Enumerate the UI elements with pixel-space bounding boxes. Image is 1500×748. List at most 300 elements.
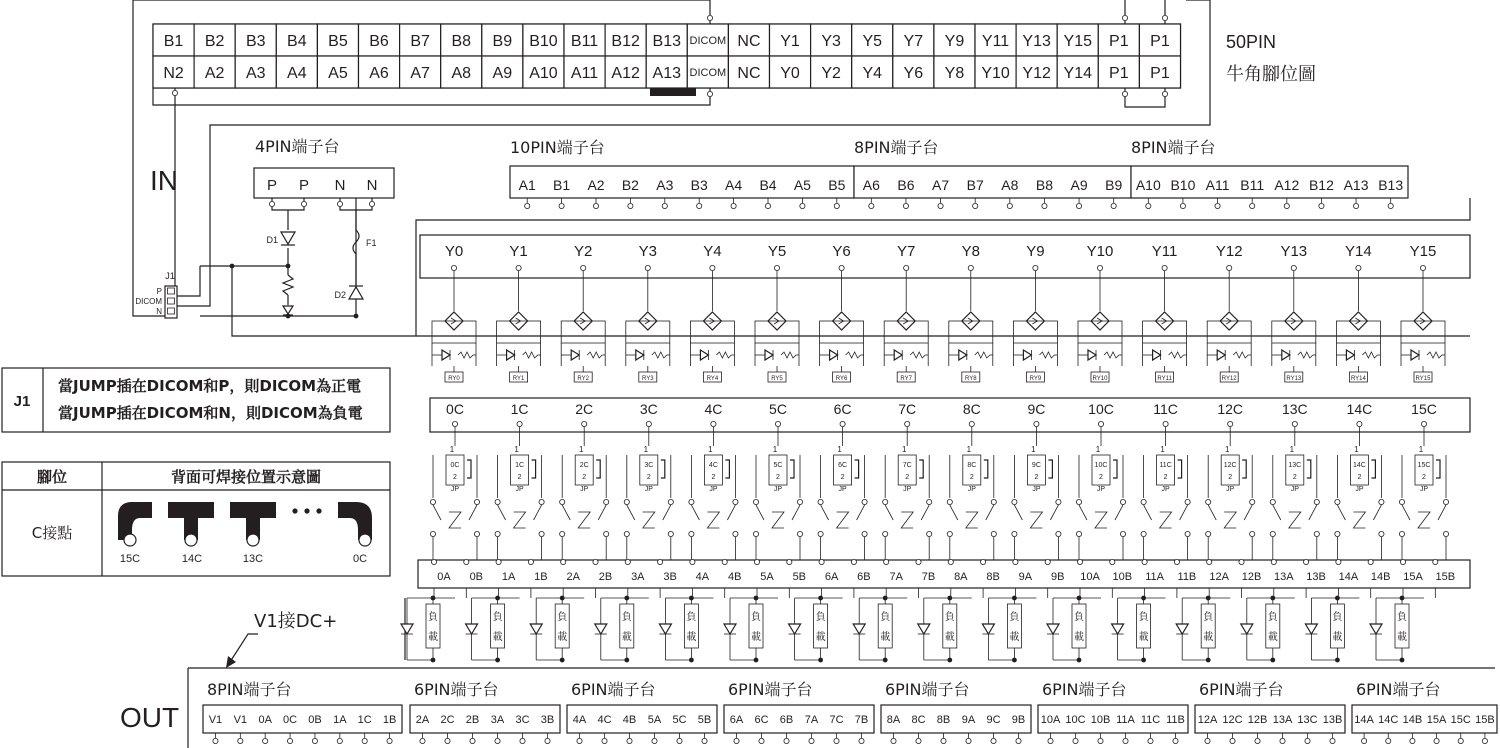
output-terminal-label: 12A bbox=[1197, 714, 1218, 726]
terminal-point bbox=[1012, 531, 1017, 536]
connector-top-pin-label: Y13 bbox=[1022, 33, 1051, 50]
terminal-point bbox=[430, 531, 435, 536]
y-output-label: Y12 bbox=[1215, 243, 1243, 260]
terminal-point bbox=[496, 559, 501, 564]
terminal-point bbox=[1230, 738, 1235, 743]
terminal-point bbox=[1239, 559, 1244, 564]
contact-label: 1B bbox=[534, 571, 548, 583]
terminal-point bbox=[1433, 559, 1438, 564]
flyback-diode bbox=[724, 624, 736, 634]
terminal-point bbox=[991, 499, 996, 504]
junction-dot bbox=[1400, 596, 1405, 601]
terminal-point bbox=[1399, 499, 1404, 504]
jumper-bracket bbox=[725, 460, 729, 478]
terminal-point bbox=[697, 203, 702, 208]
jumper-j1 bbox=[135, 271, 177, 318]
terminal-point bbox=[819, 559, 824, 564]
flyback-diode bbox=[982, 624, 994, 634]
connector-top-pin-label: B6 bbox=[369, 33, 389, 50]
indicator-led bbox=[1346, 350, 1354, 360]
jumper-pin-two: 2 bbox=[776, 474, 780, 481]
terminal-point bbox=[753, 499, 758, 504]
terminal-point bbox=[754, 559, 759, 564]
jumper-pin-one: 1 bbox=[1418, 445, 1424, 454]
junction-dot bbox=[947, 658, 952, 663]
terminal-point bbox=[474, 499, 479, 504]
terminal-point bbox=[495, 531, 500, 536]
terminal-point bbox=[948, 559, 953, 564]
output-terminal-label: 14A bbox=[1354, 714, 1374, 726]
jumper-pin-one: 1 bbox=[837, 445, 842, 454]
resistor-symbol bbox=[1233, 352, 1248, 358]
output-terminal-title: 6PIN端子台 bbox=[414, 680, 499, 699]
contact-section bbox=[418, 559, 1470, 598]
contact-label: 14B bbox=[1370, 571, 1391, 583]
terminal-point bbox=[652, 738, 657, 743]
jumper-pin-two: 2 bbox=[1292, 474, 1297, 481]
output-terminal-label: 11C bbox=[1140, 714, 1161, 726]
jumper-bracket bbox=[984, 460, 988, 478]
jumper-pin-one: 1 bbox=[578, 445, 584, 454]
input-terminal-label: A11 bbox=[1205, 177, 1230, 193]
terminal-point bbox=[238, 738, 243, 743]
input-terminal-body bbox=[854, 166, 1131, 198]
input-terminal-label: B1 bbox=[553, 177, 571, 193]
junction-dot bbox=[431, 658, 436, 663]
flyback-diode bbox=[1305, 624, 1317, 634]
jumper-jp-label: JP bbox=[773, 486, 783, 493]
solder-hole bbox=[185, 534, 197, 546]
terminal-point bbox=[753, 531, 758, 536]
resistor-symbol bbox=[975, 352, 990, 358]
load-char-2: 載 bbox=[1203, 632, 1214, 643]
jumper-jp-label: JP bbox=[515, 486, 524, 493]
terminal-point bbox=[604, 531, 609, 536]
terminal-point bbox=[539, 531, 544, 536]
y-output-label: Y13 bbox=[1280, 243, 1308, 260]
solder-col2-header: 背面可焊接位置示意圖 bbox=[170, 468, 322, 486]
output-terminal-label: 13B bbox=[1322, 714, 1343, 726]
resistor-symbol bbox=[1362, 352, 1377, 358]
terminal-point bbox=[593, 203, 598, 208]
resistor-symbol bbox=[910, 352, 925, 358]
output-terminal-title: 6PIN端子台 bbox=[1042, 680, 1127, 699]
terminal-point bbox=[1319, 203, 1324, 208]
terminal-point bbox=[312, 738, 317, 743]
resistor-symbol bbox=[1104, 352, 1119, 358]
input-terminal-label: B8 bbox=[1035, 177, 1053, 193]
common-label: 2C bbox=[575, 401, 594, 417]
terminal-point bbox=[1280, 738, 1285, 743]
connector-top-pin-label: B13 bbox=[652, 33, 681, 50]
terminal-point bbox=[1174, 559, 1179, 564]
contact-label: 8B bbox=[986, 571, 1000, 583]
output-terminal-label: 8A bbox=[886, 714, 901, 726]
relay-contact bbox=[1337, 505, 1381, 520]
terminal-point bbox=[525, 203, 530, 208]
contact-label: 2A bbox=[566, 571, 580, 583]
terminal-point bbox=[1314, 499, 1319, 504]
output-terminal-label: 13C bbox=[1297, 714, 1318, 726]
load-char-2: 載 bbox=[815, 632, 826, 643]
jumper-pin-two: 2 bbox=[646, 474, 651, 481]
load-char-2: 載 bbox=[1138, 632, 1149, 643]
contact-label: 11B bbox=[1177, 571, 1197, 583]
terminal-point bbox=[1163, 421, 1168, 426]
terminal-4pin-label: P bbox=[266, 177, 278, 194]
indicator-led bbox=[700, 350, 708, 360]
relay-coil bbox=[578, 512, 590, 528]
indicator-led bbox=[830, 350, 838, 360]
relay-label: RY7 bbox=[900, 376, 912, 382]
terminal-point bbox=[869, 203, 874, 208]
solder-hole bbox=[124, 534, 136, 546]
load-char-1: 負 bbox=[1138, 612, 1149, 623]
terminal-point bbox=[927, 499, 932, 504]
terminal-point bbox=[968, 265, 973, 270]
output-terminal-label: 6B bbox=[779, 714, 794, 726]
jumper-pin-two: 2 bbox=[1099, 474, 1103, 481]
terminal-point bbox=[1206, 531, 1211, 536]
load-channel bbox=[466, 596, 520, 663]
input-terminal-label: A3 bbox=[656, 177, 674, 193]
jumper-bracket bbox=[532, 460, 536, 478]
connector-bottom-pin-label: A9 bbox=[492, 65, 513, 82]
terminal-point bbox=[1076, 499, 1081, 504]
terminal-point bbox=[1420, 265, 1425, 270]
terminal-point bbox=[464, 559, 469, 564]
terminal-point bbox=[1458, 738, 1463, 743]
contact-label: 13B bbox=[1306, 571, 1326, 583]
connector-top-pin-label: Y7 bbox=[903, 33, 924, 50]
terminal-point bbox=[981, 559, 986, 564]
jumper-pin-one: 1 bbox=[514, 445, 519, 454]
contact-label: 4B bbox=[727, 571, 742, 583]
terminal-point bbox=[710, 265, 715, 270]
resistor-symbol bbox=[781, 352, 796, 358]
diode-d1-label: D1 bbox=[266, 235, 278, 245]
relay-label: RY10 bbox=[1092, 376, 1108, 382]
terminal-point bbox=[517, 421, 522, 426]
output-terminal-label: 0C bbox=[283, 714, 298, 726]
terminal-point bbox=[1016, 738, 1021, 743]
terminal-point bbox=[1097, 265, 1102, 270]
terminal-point bbox=[775, 421, 780, 426]
indicator-led bbox=[507, 350, 515, 360]
led-symbol bbox=[283, 306, 293, 314]
output-terminal-title: 6PIN端子台 bbox=[885, 680, 970, 699]
diode-d2-label: D2 bbox=[334, 290, 346, 300]
input-terminal-label: B10 bbox=[1170, 177, 1196, 193]
load-channel bbox=[789, 596, 843, 663]
terminal-point bbox=[1142, 559, 1147, 564]
terminal-point bbox=[1206, 499, 1211, 504]
y-output-section bbox=[420, 235, 1470, 382]
jumper-bracket bbox=[1113, 460, 1117, 478]
jumper-pin-two: 2 bbox=[1163, 474, 1168, 481]
input-terminal-label: B11 bbox=[1240, 177, 1265, 193]
terminal-point bbox=[818, 499, 823, 504]
terminal-point bbox=[1227, 265, 1232, 270]
terminal-point bbox=[1330, 738, 1335, 743]
terminal-point bbox=[528, 559, 533, 564]
relay-coil bbox=[1353, 512, 1365, 528]
output-terminal-label: 4C bbox=[597, 714, 612, 726]
output-terminal-label: 15A bbox=[1426, 714, 1447, 726]
load-channel bbox=[724, 596, 778, 663]
connector-top-pin-label: B7 bbox=[410, 33, 430, 50]
output-terminal-label: 5A bbox=[647, 714, 662, 726]
relay-coil bbox=[643, 512, 655, 528]
terminal-point bbox=[765, 203, 770, 208]
output-terminal-title: 6PIN端子台 bbox=[571, 680, 656, 699]
y-output-label: Y11 bbox=[1151, 243, 1178, 260]
input-terminal-label: B7 bbox=[966, 177, 984, 193]
terminal-point bbox=[1270, 499, 1275, 504]
junction-dot bbox=[495, 596, 500, 601]
jumper-jp-label: JP bbox=[967, 486, 976, 493]
common-section bbox=[430, 398, 1470, 572]
terminal-point bbox=[337, 201, 342, 206]
output-terminal-title: 8PIN端子台 bbox=[207, 680, 292, 699]
output-terminal-label: 7B bbox=[854, 714, 869, 726]
terminal-point bbox=[797, 531, 802, 536]
terminal-point bbox=[582, 421, 587, 426]
resistor-symbol bbox=[846, 352, 861, 358]
output-terminal-label: 11B bbox=[1166, 714, 1185, 726]
connector-bottom-pin-label: P1 bbox=[1109, 65, 1129, 82]
jumper-block-label: 10C bbox=[1094, 462, 1108, 469]
load-char-1: 負 bbox=[944, 612, 955, 623]
connector-bottom-pin-label: NC bbox=[737, 65, 761, 82]
terminal-point bbox=[645, 265, 650, 270]
solder-hole bbox=[247, 534, 259, 546]
input-terminal-title: 10PIN端子台 bbox=[510, 138, 605, 157]
input-terminal-label: A8 bbox=[1001, 177, 1019, 193]
jumper-pin-two: 2 bbox=[1034, 474, 1039, 481]
terminal-point bbox=[602, 738, 607, 743]
jumper-pin-label: DICOM bbox=[135, 297, 162, 306]
connector-top-pin-label: Y3 bbox=[821, 33, 841, 50]
terminal-point bbox=[1335, 499, 1340, 504]
terminal-point bbox=[883, 531, 888, 536]
terminal-point bbox=[1292, 421, 1297, 426]
connector-bottom-pin-label: A5 bbox=[328, 65, 348, 82]
jumper-block-label: 0C bbox=[450, 462, 460, 469]
contact-label: 9B bbox=[1050, 571, 1065, 583]
pin-subtitle: 牛角腳位圖 bbox=[1226, 64, 1316, 85]
input-terminal-label: A2 bbox=[587, 177, 605, 193]
load-char-1: 負 bbox=[1267, 612, 1278, 623]
output-terminal-label: 12C bbox=[1222, 714, 1243, 726]
connector-top-pin-label: Y1 bbox=[780, 33, 800, 50]
input-terminal-label: B5 bbox=[828, 177, 846, 193]
terminal-point bbox=[677, 738, 682, 743]
contact-label: 15A bbox=[1403, 571, 1423, 583]
junction-dot bbox=[689, 658, 694, 663]
relay-label: RY0 bbox=[448, 376, 460, 382]
indicator-led bbox=[636, 350, 644, 360]
y-output-label: Y8 bbox=[961, 243, 980, 260]
terminal-point bbox=[938, 203, 943, 208]
contact-label: 1A bbox=[501, 571, 516, 583]
output-terminal-label: 7C bbox=[829, 714, 844, 726]
input-terminal-label: A4 bbox=[725, 177, 743, 193]
terminal-point bbox=[707, 15, 712, 20]
terminal-point bbox=[1141, 531, 1146, 536]
terminal-point bbox=[1357, 421, 1362, 426]
common-label: 6C bbox=[833, 401, 852, 417]
terminal-point bbox=[1215, 203, 1220, 208]
solder-row-label: C接點 bbox=[31, 524, 73, 542]
connector-top-pin-label: NC bbox=[737, 33, 761, 50]
input-terminal-title: 8PIN端子台 bbox=[1131, 138, 1216, 157]
output-terminal-body bbox=[567, 705, 717, 733]
jumper-pin-one: 1 bbox=[966, 445, 972, 454]
solder-pad-label: 15C bbox=[119, 553, 141, 565]
ellipsis-dot bbox=[316, 508, 321, 513]
input-terminal-label: B4 bbox=[759, 177, 777, 193]
input-terminal-label: B13 bbox=[1378, 177, 1404, 193]
relay-coil bbox=[707, 512, 719, 528]
terminal-point bbox=[966, 738, 971, 743]
terminal-point bbox=[1443, 499, 1448, 504]
resistor-symbol bbox=[458, 352, 473, 358]
terminal-point bbox=[1443, 531, 1448, 536]
terminal-point bbox=[1250, 531, 1255, 536]
connector-bottom-pin-label: A6 bbox=[369, 65, 389, 82]
output-terminal-label: 4B bbox=[622, 714, 637, 726]
terminal-point bbox=[1148, 738, 1153, 743]
relay-contact bbox=[1273, 505, 1317, 520]
terminal-point bbox=[1048, 738, 1053, 743]
junction-dot bbox=[947, 596, 952, 601]
connector-bottom-pin-label: A3 bbox=[245, 65, 266, 82]
junction-dot bbox=[230, 264, 235, 269]
output-terminal-label: 11A bbox=[1116, 714, 1135, 726]
terminal-point bbox=[1162, 91, 1167, 96]
connector-bottom-pin-label: Y6 bbox=[903, 65, 924, 82]
input-terminal-label: A5 bbox=[793, 177, 811, 193]
jumper-jp-label: JP bbox=[1032, 486, 1041, 493]
jumper-pin-two: 2 bbox=[905, 474, 910, 481]
solder-pad-label: 0C bbox=[352, 553, 368, 565]
terminal-point bbox=[1056, 499, 1061, 504]
connector-top-pin-label: DICOM bbox=[689, 35, 727, 47]
terminal-point bbox=[1110, 559, 1115, 564]
jumper-bracket bbox=[596, 460, 600, 478]
ellipsis-dot bbox=[292, 508, 297, 513]
load-channel bbox=[1305, 596, 1359, 663]
jumper-pin-one: 1 bbox=[643, 445, 649, 454]
junction-dot bbox=[1012, 658, 1017, 663]
jumper-jp-label: JP bbox=[1161, 486, 1170, 493]
contact-label: 5A bbox=[760, 571, 774, 583]
common-label: 0C bbox=[446, 401, 464, 417]
connector-bottom-pin-label: A12 bbox=[611, 65, 640, 82]
jumper-block-label: 14C bbox=[1352, 462, 1366, 469]
output-terminal-label: 14B bbox=[1402, 714, 1423, 726]
terminal-point bbox=[839, 265, 844, 270]
jumper-pin-two: 2 bbox=[1228, 474, 1233, 481]
relay-coil bbox=[1030, 512, 1042, 528]
terminal-point bbox=[301, 201, 306, 206]
terminal-point bbox=[1173, 738, 1178, 743]
output-terminal-label: 10A bbox=[1040, 714, 1061, 726]
flyback-diode bbox=[1241, 624, 1253, 634]
pin-title: 50PIN bbox=[1226, 32, 1277, 52]
terminal-point bbox=[1335, 531, 1340, 536]
terminal-point bbox=[628, 203, 633, 208]
jumper-pin-two: 2 bbox=[582, 474, 587, 481]
junction-dot bbox=[1270, 658, 1275, 663]
jumper-block-label: 13C bbox=[1288, 462, 1302, 469]
terminal-point bbox=[851, 559, 856, 564]
jumper-j1-label: J1 bbox=[165, 271, 175, 281]
relay-coil bbox=[1289, 512, 1301, 528]
load-char-2: 載 bbox=[1267, 632, 1278, 643]
relay-label: RY14 bbox=[1350, 376, 1366, 382]
jumper-pin-label: P bbox=[156, 287, 162, 296]
connector-bottom-pin-label: Y2 bbox=[821, 65, 841, 82]
terminal-point bbox=[941, 738, 946, 743]
load-char-2: 載 bbox=[621, 632, 632, 643]
connector-top-pin-label: B3 bbox=[245, 33, 266, 50]
load-char-2: 載 bbox=[1009, 632, 1020, 643]
input-terminals bbox=[510, 138, 1408, 209]
solder-col1-header: 腳位 bbox=[36, 468, 68, 486]
relay-label: RY2 bbox=[577, 376, 589, 382]
load-char-1: 負 bbox=[621, 612, 632, 623]
contact-label: 9A bbox=[1018, 571, 1033, 583]
relay-contact bbox=[1014, 505, 1058, 520]
connector-bottom-pin-label: Y4 bbox=[862, 65, 883, 82]
terminal-point bbox=[658, 559, 663, 564]
output-terminal-label: 3A bbox=[490, 714, 505, 726]
load-char-1: 負 bbox=[1009, 612, 1020, 623]
terminal-point bbox=[624, 499, 629, 504]
terminal-point bbox=[1410, 738, 1415, 743]
junction-dot bbox=[1077, 596, 1082, 601]
terminal-point bbox=[1076, 203, 1081, 208]
resistor-symbol bbox=[716, 352, 731, 358]
load-char-1: 負 bbox=[686, 612, 697, 623]
terminal-point bbox=[1250, 203, 1255, 208]
connector-bottom-pin-label: Y14 bbox=[1063, 65, 1092, 82]
relay-label: RY11 bbox=[1157, 376, 1172, 382]
terminal-point bbox=[495, 738, 500, 743]
load-char-2: 載 bbox=[944, 632, 955, 643]
output-terminal-body bbox=[410, 705, 560, 733]
common-label: 3C bbox=[639, 401, 658, 417]
jumper-jp-label: JP bbox=[1290, 486, 1299, 493]
terminal-point bbox=[903, 203, 908, 208]
y-output-label: Y6 bbox=[832, 243, 851, 260]
connector-top-pin-label: B10 bbox=[529, 33, 558, 50]
terminal-point bbox=[560, 531, 565, 536]
terminal-point bbox=[495, 499, 500, 504]
output-terminal-label: 2A bbox=[415, 714, 430, 726]
contact-label: 7B bbox=[921, 571, 936, 583]
jumper-jp-label: JP bbox=[903, 486, 912, 493]
terminal-point bbox=[689, 499, 694, 504]
output-terminal-label: 8B bbox=[936, 714, 951, 726]
relay-coil bbox=[1160, 512, 1172, 528]
connector-bottom-pin-label: Y8 bbox=[944, 65, 965, 82]
jumper-pin-label: N bbox=[156, 307, 162, 316]
out-label: OUT bbox=[120, 702, 180, 733]
load-char-1: 負 bbox=[815, 612, 826, 623]
